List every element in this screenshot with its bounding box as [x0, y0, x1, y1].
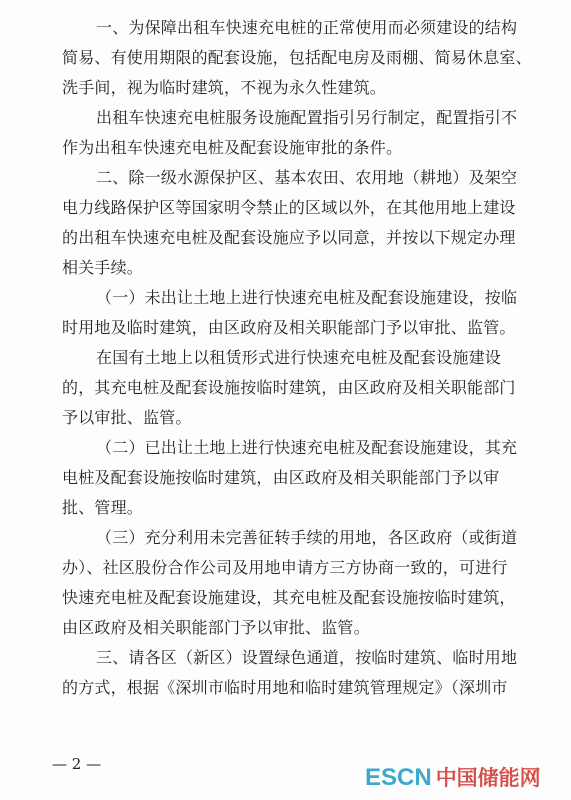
text-line: 快速充电桩及配套设施建设，其充电桩及配套设施按临时建筑，	[62, 588, 516, 607]
text-line: 在国有土地上以租赁形式进行快速充电桩及配套设施建设	[96, 348, 502, 367]
page-number: — 2 —	[52, 755, 102, 773]
watermark-latin: ESCN	[365, 764, 432, 791]
text-line: 的方式，根据《深圳市临时用地和临时建筑管理规定》（深圳市	[62, 678, 508, 697]
text-line: 办）、社区股份合作公司及用地申请方三方协商一致的，可进行	[62, 558, 508, 577]
text-line: （三）充分利用未完善征转手续的用地，各区政府（或街道	[96, 528, 518, 547]
text-line: 电桩及配套设施按临时建筑，由区政府及相关职能部门予以审	[62, 468, 500, 487]
text-line: 时用地及临时建筑，由区政府及相关职能部门予以审批、监管。	[62, 318, 516, 337]
text-line: 予以审批、监管。	[62, 408, 192, 427]
text-line: （二）已出让土地上进行快速充电桩及配套设施建设，其充	[96, 438, 518, 457]
text-line: 洗手间，视为临时建筑，不视为永久性建筑。	[62, 78, 387, 97]
text-line: （一）未出让土地上进行快速充电桩及配套设施建设，按临	[96, 288, 518, 307]
text-line: 批、管理。	[62, 498, 144, 517]
watermark-logo	[365, 764, 541, 792]
text-line: 一、为保障出租车快速充电桩的正常使用而必须建设的结构	[96, 18, 518, 37]
text-line: 作为出租车快速充电桩及配套设施审批的条件。	[62, 138, 403, 157]
text-line: 的，其充电桩及配套设施按临时建筑，由区政府及相关职能部门	[62, 378, 516, 397]
watermark-chinese: 中国储能网	[435, 766, 541, 790]
text-line: 三、请各区（新区）设置绿色通道，按临时建筑、临时用地	[96, 648, 518, 667]
text-line: 出租车快速充电桩服务设施配置指引另行制定，配置指引不	[96, 108, 518, 127]
text-line: 相关手续。	[62, 258, 144, 277]
text-line: 的出租车快速充电桩及配套设施应予以同意，并按以下规定办理	[62, 228, 516, 247]
text-line: 二、除一级水源保护区、基本农田、农用地（耕地）及架空	[96, 168, 518, 187]
text-line: 由区政府及相关职能部门予以审批、监管。	[62, 618, 370, 637]
text-line: 电力线路保护区等国家明令禁止的区域以外，在其他用地上建设	[62, 198, 516, 217]
text-line: 简易、有使用期限的配套设施，包括配电房及雨棚、简易休息室、	[62, 48, 532, 67]
